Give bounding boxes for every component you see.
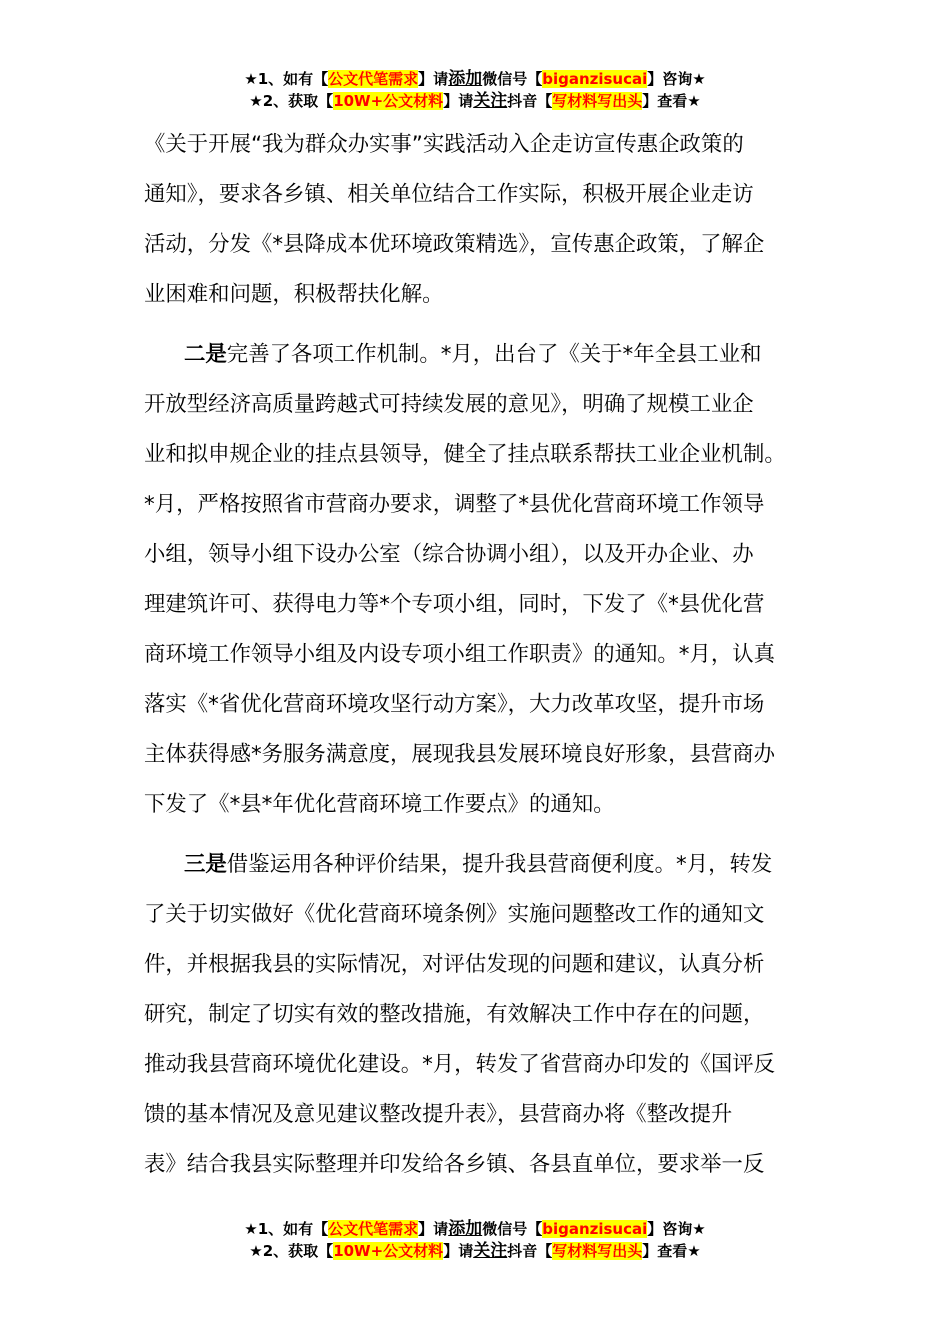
text-line: 《关于开展“我为群众办实事”实践活动入企走访宣传惠企政策的 (144, 132, 744, 157)
text-segment: 完善了各项工作机制。*月，出台了《关于*年全县工业和 (226, 342, 762, 367)
banner-text: 】请 (443, 1242, 474, 1260)
text-line: 业困难和问题，积极帮扶化解。 (144, 282, 444, 307)
banner-highlight: 10W+公文材料 (333, 92, 444, 110)
text-line: 业和拟申规企业的挂点县领导，健全了挂点联系帮扶工业企业机制。 (144, 442, 786, 467)
text-line: 了关于切实做好《优化营商环境条例》实施问题整改工作的通知文 (144, 902, 765, 927)
text-line (144, 840, 824, 890)
text-line (144, 330, 824, 380)
banner-text: ★2、获取【 (249, 92, 334, 110)
banner-text: 】请 (443, 92, 474, 110)
paragraph-lead: 二是 (184, 342, 227, 367)
text-line: 小组，领导小组下设办公室（综合协调小组），以及开办企业、办 (144, 542, 754, 567)
footer-banner (0, 1218, 950, 1262)
banner-emphasis: 关注 (473, 1241, 508, 1261)
banner-text: 】咨询★ (647, 1220, 706, 1238)
banner-line-2 (0, 90, 950, 112)
banner-text: ★1、如有【 (244, 70, 329, 88)
banner-highlight: biganzisucai (542, 70, 648, 88)
banner-text: ★1、如有【 (244, 1220, 329, 1238)
banner-line-2 (0, 1240, 950, 1262)
header-banner (0, 68, 950, 112)
banner-highlight: biganzisucai (542, 1220, 648, 1238)
banner-emphasis: 添加 (448, 69, 483, 89)
paragraph-3 (144, 840, 824, 1190)
banner-text: 】查看★ (642, 92, 701, 110)
text-line: 推动我县营商环境优化建设。*月，转发了省营商办印发的《国评反 (144, 1052, 776, 1077)
text-line: 活动，分发《*县降成本优环境政策精选》，宣传惠企政策，了解企 (144, 232, 765, 257)
text-line: 件，并根据我县的实际情况，对评估发现的问题和建议，认真分析 (144, 952, 765, 977)
document-body (144, 120, 824, 1190)
text-line: 下发了《*县*年优化营商环境工作要点》的通知。 (144, 792, 615, 817)
text-line: 馈的基本情况及意见建议整改提升表》，县营商办将《整改提升 (144, 1102, 733, 1127)
banner-text: 】请 (418, 1220, 449, 1238)
text-line: 研究，制定了切实有效的整改措施，有效解决工作中存在的问题， (144, 1002, 765, 1027)
banner-line-1 (0, 68, 950, 90)
text-line: 开放型经济高质量跨越式可持续发展的意见》，明确了规模工业企 (144, 392, 754, 417)
text-line: 表》结合我县实际整理并印发给各乡镇、各县直单位，要求举一反 (144, 1152, 765, 1177)
text-line: 落实《*省优化营商环境攻坚行动方案》，大力改革攻坚，提升市场 (144, 692, 765, 717)
text-line: 主体获得感*务服务满意度，展现我县发展环境良好形象，县营商办 (144, 742, 776, 767)
banner-emphasis: 添加 (448, 1219, 483, 1239)
paragraph-lead: 三是 (184, 852, 227, 877)
banner-text: 微信号【 (482, 1220, 543, 1238)
banner-text: 微信号【 (482, 70, 543, 88)
banner-highlight: 写材料写出头 (552, 1242, 643, 1260)
banner-line-1 (0, 1218, 950, 1240)
banner-emphasis: 关注 (473, 91, 508, 111)
text-line: 通知》，要求各乡镇、相关单位结合工作实际，积极开展企业走访 (144, 182, 754, 207)
text-line: *月，严格按照省市营商办要求，调整了*县优化营商环境工作领导 (144, 492, 765, 517)
banner-text: 抖音【 (507, 92, 553, 110)
banner-highlight: 10W+公文材料 (333, 1242, 444, 1260)
paragraph-2 (144, 330, 824, 830)
text-line: 理建筑许可、获得电力等*个专项小组，同时，下发了《*县优化营 (144, 592, 765, 617)
banner-highlight: 公文代笔需求 (328, 70, 419, 88)
banner-text: 】请 (418, 70, 449, 88)
banner-text: ★2、获取【 (249, 1242, 334, 1260)
banner-text: 抖音【 (507, 1242, 553, 1260)
text-segment: 借鉴运用各种评价结果，提升我县营商便利度。*月，转发 (226, 852, 773, 877)
banner-text: 】咨询★ (647, 70, 706, 88)
banner-highlight: 写材料写出头 (552, 92, 643, 110)
banner-highlight: 公文代笔需求 (328, 1220, 419, 1238)
text-line: 商环境工作领导小组及内设专项小组工作职责》的通知。*月，认真 (144, 642, 776, 667)
paragraph-continuation (144, 120, 824, 320)
banner-text: 】查看★ (642, 1242, 701, 1260)
